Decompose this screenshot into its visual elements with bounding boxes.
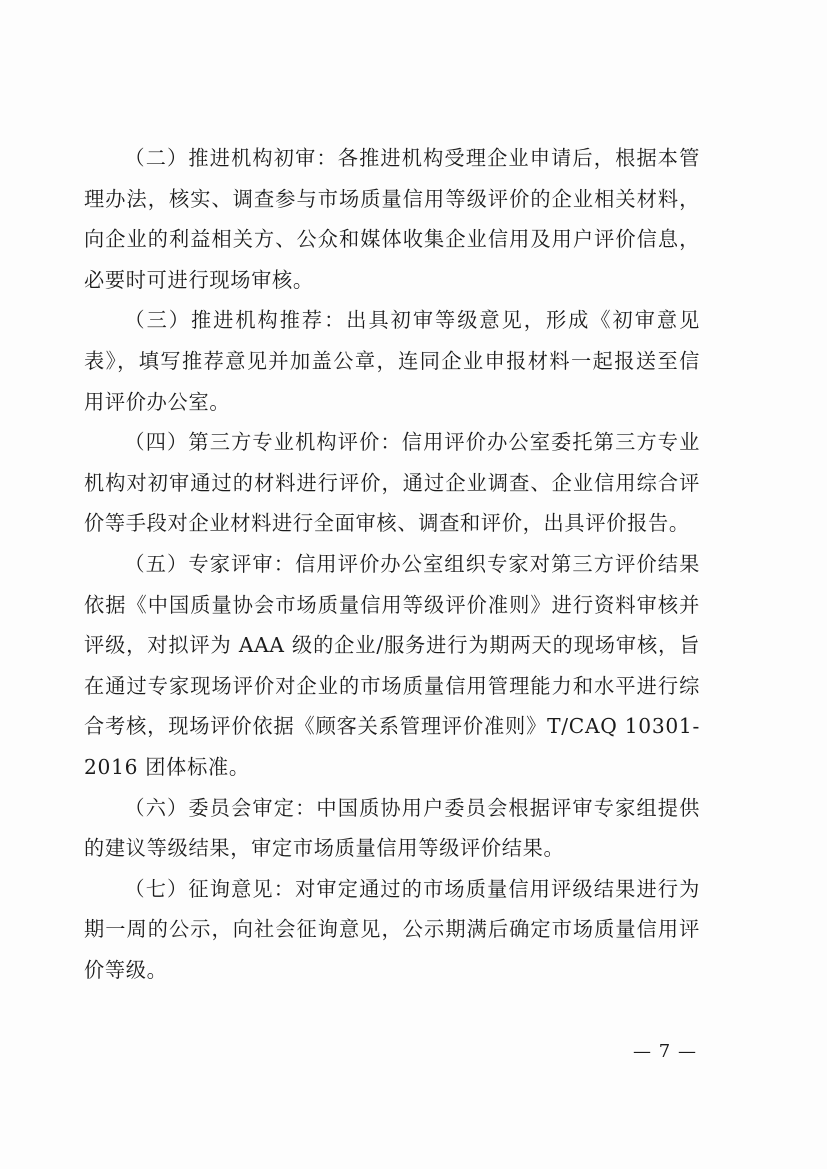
- paragraph-expert-review: （五）专家评审：信用评价办公室组织专家对第三方评价结果依据《中国质量协会市场质量信用等级评价准则》进行资料审核并评级，对拟评为 AAA 级的企业/服务进行为期两天的现场审核，旨在通过专家现场评价对企业的市场质量信用管理能力和水平进行综合考核，现场评价依据《顾客关系管理评价准则》T/CAQ 10301-2016 团体标准。: [84, 551, 700, 779]
- paragraph-third-party-evaluation: （四）第三方专业机构评价：信用评价办公室委托第三方专业机构对初审通过的材料进行评价，通过企业调查、企业信用综合评价等手段对企业材料进行全面审核、调查和评价，出具评价报告。: [84, 430, 700, 536]
- paragraph-preliminary-review: （二）推进机构初审：各推进机构受理企业申请后，根据本管理办法，核实、调查参与市场质量信用等级评价的企业相关材料，向企业的利益相关方、公众和媒体收集企业信用及用户评价信息，必要时可进行现场审核。: [84, 146, 700, 292]
- page-number: — 7 —: [633, 1041, 697, 1062]
- paragraph-committee-approval: （六）委员会审定：中国质协用户委员会根据评审专家组提供的建议等级结果，审定市场质量信用等级评价结果。: [84, 795, 700, 861]
- paragraph-public-consultation: （七）征询意见：对审定通过的市场质量信用评级结果进行为期一周的公示，向社会征询意见，公示期满后确定市场质量信用评价等级。: [84, 876, 700, 982]
- paragraph-recommendation: （三）推进机构推荐：出具初审等级意见，形成《初审意见表》，填写推荐意见并加盖公章，连同企业申报材料一起报送至信用评价办公室。: [84, 308, 700, 414]
- document-body: [84, 138, 700, 990]
